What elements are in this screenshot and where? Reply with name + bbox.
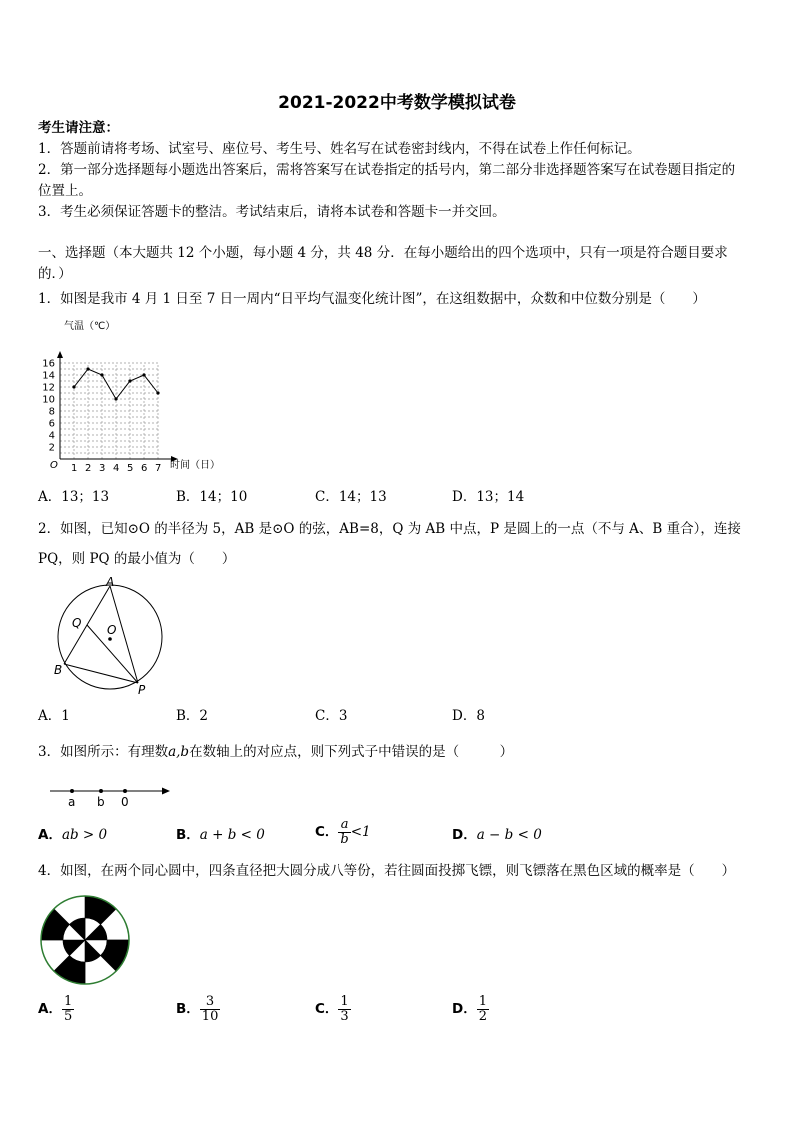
label-b: b xyxy=(97,795,105,809)
q4-option-d: D． $\frac{1}{2}$ xyxy=(452,994,487,1024)
q2-option-d: D．8 xyxy=(452,708,485,724)
y-tick-label: 12 xyxy=(42,382,55,394)
q2-stem-line2: PQ，则 PQ 的最小值为（ ） xyxy=(38,551,236,567)
q2-option-b: B．2 xyxy=(176,708,209,724)
notice-item-1: 1．答题前请将考场、试室号、座位号、考生号、姓名写在试卷密封线内，不得在试卷上作任何标记。 xyxy=(38,141,641,157)
section-heading: 一、选择题（本大题共 12 个小题，每小题 4 分，共 48 分．在每小题给出的四个选项中，只有一项是符合题目要求 xyxy=(38,245,728,261)
y-tick-label: 4 xyxy=(48,430,55,442)
q3-stem-suffix: 在数轴上的对应点，则下列式子中错误的是（ ） xyxy=(189,744,514,760)
chart-origin-label: O xyxy=(50,460,58,471)
notice-heading: 考生请注意： xyxy=(38,120,119,136)
q2-option-c: C．3 xyxy=(315,708,348,724)
q4-option-a: A． $\frac{1}{5}$ xyxy=(38,994,73,1024)
label-a: a xyxy=(68,795,76,809)
q1-option-c: C．14；13 xyxy=(315,489,387,505)
y-tick-label: 2 xyxy=(48,442,55,454)
q2-option-a: A．1 xyxy=(38,708,70,724)
q3-number-line xyxy=(48,780,178,810)
q3-option-d: D．a − b < 0 xyxy=(452,827,542,843)
data-point xyxy=(100,373,103,376)
data-point xyxy=(86,367,89,370)
q3-option-a: A．ab > 0 xyxy=(38,827,108,843)
fraction-a-over-b: $\frac{a}{b}$ xyxy=(340,817,349,847)
x-tick-label: 6 xyxy=(141,463,148,474)
q4-dartboard-figure xyxy=(38,893,132,987)
chart-grid xyxy=(60,363,158,459)
y-axis-arrow xyxy=(57,351,63,358)
chart-y-axis-label: 气温（℃） xyxy=(64,321,116,332)
y-tick-label: 16 xyxy=(42,358,55,370)
q2-circle-figure xyxy=(50,576,170,698)
chart-x-axis-label: 时间（日） xyxy=(170,460,220,471)
q1-option-a: A．13；13 xyxy=(38,489,110,505)
y-tick-label: 6 xyxy=(48,418,55,430)
label-zero: 0 xyxy=(121,795,129,809)
x-tick-label: 3 xyxy=(99,463,106,474)
circle-o xyxy=(58,585,162,689)
notice-item-2: 2．第一部分选择题每小题选出答案后，需将答案写在试卷指定的括号内，第二部分非选择题答案写在试卷题目指定的 xyxy=(38,162,736,178)
q4-option-b: B． $\frac{3}{10}$ xyxy=(176,994,219,1024)
segment-bp xyxy=(64,664,138,683)
chart-axes xyxy=(57,351,178,462)
y-tick-label: 8 xyxy=(48,406,55,418)
point-zero xyxy=(123,789,127,793)
q3-option-c: C． $\frac{a}{b}$ <1 xyxy=(315,817,371,847)
x-tick-label: 5 xyxy=(127,463,134,474)
y-tick-label: 10 xyxy=(42,394,55,406)
center-point xyxy=(108,637,112,641)
chart-series xyxy=(72,367,159,400)
label-b: B xyxy=(54,663,63,677)
data-point xyxy=(114,397,117,400)
q1-option-d: D．13；14 xyxy=(452,489,525,505)
notice-item-2-cont: 位置上。 xyxy=(38,183,92,199)
section-heading-cont: 的．） xyxy=(38,266,72,282)
label-p: P xyxy=(138,683,146,697)
notice-item-3: 3．考生必须保证答题卡的整洁。考试结束后，请将本试卷和答题卡一并交回。 xyxy=(38,204,506,220)
q3-option-b: B．a + b < 0 xyxy=(176,827,265,843)
q3-stem-vars: a,b xyxy=(168,744,190,760)
number-line-arrow xyxy=(162,788,170,795)
point-a xyxy=(70,789,74,793)
q3-stem xyxy=(38,742,513,762)
q1-line-chart xyxy=(36,315,236,475)
q1-stem: 1．如图是我市 4 月 1 日至 7 日一周内“日平均气温变化统计图”，在这组数据中，众数和中位数分别是（ ） xyxy=(38,291,706,307)
point-b xyxy=(99,789,103,793)
data-point xyxy=(128,379,131,382)
q1-option-b: B．14；10 xyxy=(176,489,248,505)
label-a: A xyxy=(106,576,115,589)
label-o: O xyxy=(107,623,117,637)
x-tick-label: 2 xyxy=(85,463,92,474)
q2-stem-line1: 2．如图，已知⊙O 的半径为 5，AB 是⊙O 的弦，AB=8，Q 为 AB 中点，P 是圆上的一点（不与 A、B 重合），连接 xyxy=(38,521,741,537)
page-title: 2021-2022中考数学模拟试卷 xyxy=(278,93,516,113)
x-tick-label: 7 xyxy=(155,463,162,474)
data-point xyxy=(142,373,145,376)
q4-option-c: C． $\frac{1}{3}$ xyxy=(315,994,349,1024)
data-point xyxy=(72,385,75,388)
y-tick-label: 14 xyxy=(42,370,55,382)
q3-stem-prefix: 3．如图所示：有理数 xyxy=(38,744,169,760)
x-tick-label: 1 xyxy=(71,463,78,474)
x-tick-label: 4 xyxy=(113,463,120,474)
q4-stem: 4．如图，在两个同心圆中，四条直径把大圆分成八等份，若往圆面投掷飞镖，则飞镖落在黑色区域的概率是（ ） xyxy=(38,863,736,879)
data-point xyxy=(156,391,159,394)
label-q: Q xyxy=(72,616,82,630)
